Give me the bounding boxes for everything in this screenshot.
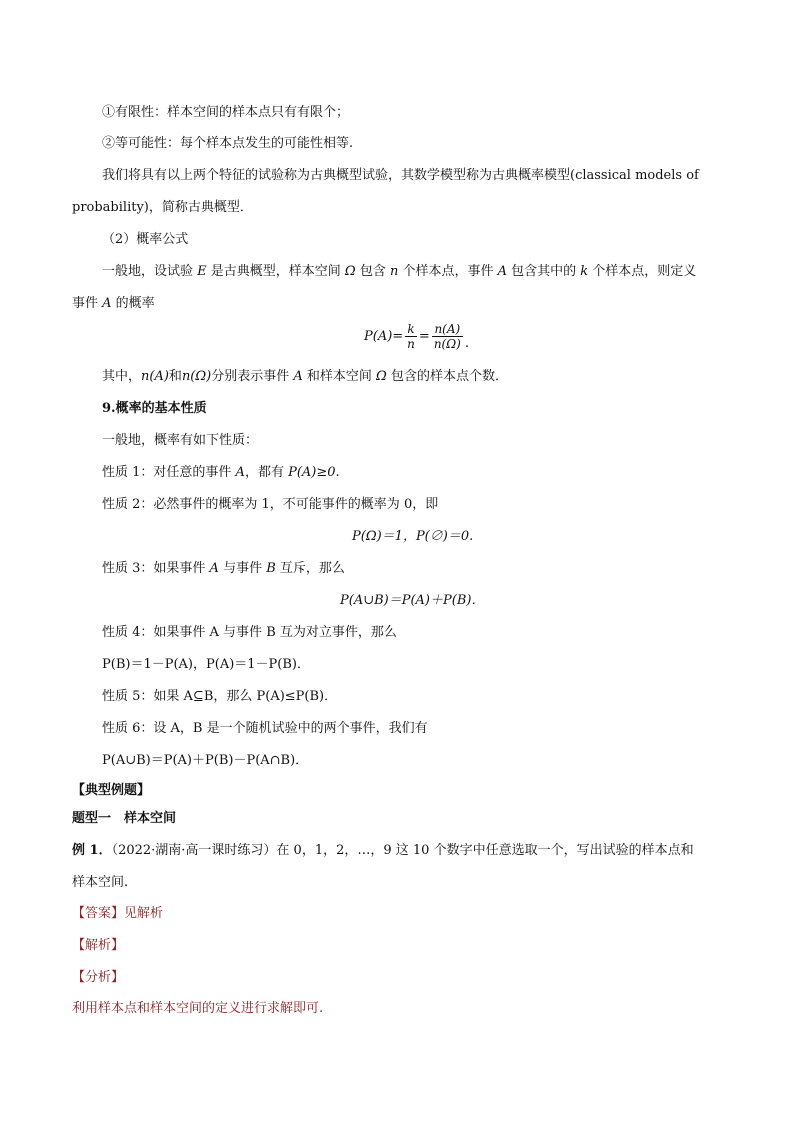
- formula-intro-line2: 事件 A 的概率: [72, 296, 155, 311]
- heading-basic-properties: 9.概率的基本性质: [102, 401, 207, 416]
- classical-model-definition-line1: 我们将具有以上两个特征的试验称为古典概型试验，其数学模型称为古典概率模型(classical models of: [102, 168, 699, 183]
- property-2: 性质 2：必然事件的概率为 1，不可能事件的概率为 0，即: [102, 497, 439, 512]
- heading-typical-examples: 【典型例题】: [72, 783, 151, 798]
- answer-label: 【答案】见解析: [72, 906, 164, 921]
- property-finiteness: ①有限性：样本空间的样本点只有有限个；: [102, 105, 350, 120]
- classical-probability-formula: P(A)= $\frac{k}{n}$ = $\frac{n(A)}{n(\Omega)}$ .: [364, 322, 469, 351]
- property-equal-likelihood: ②等可能性：每个样本点发生的可能性相等.: [102, 136, 354, 151]
- example-1-line1: 例 1．（2022·湖南·高一课时练习）在 0，1，2，…，9 这 10 个数字中任意选取一个，写出试验的样本点和: [72, 843, 694, 858]
- analysis-text: 利用样本点和样本空间的定义进行求解即可.: [72, 1001, 324, 1016]
- property-3: 性质 3：如果事件 A 与事件 B 互斥，那么: [102, 561, 345, 576]
- analysis-label: 【分析】: [72, 970, 125, 985]
- property-4-formula: P(B)＝1－P(A)，P(A)＝1－P(B)．: [102, 657, 310, 672]
- formula-explanation: 其中，n(A)和n(Ω)分别表示事件 A 和样本空间 Ω 包含的样本点个数．: [102, 369, 508, 384]
- property-3-formula: P(A∪B)＝P(A)＋P(B)．: [340, 593, 485, 608]
- property-5: 性质 5：如果 A⊆B，那么 P(A)≤P(B)．: [102, 689, 338, 704]
- solution-label: 【解析】: [72, 938, 125, 953]
- property-6-formula: P(A∪B)＝P(A)＋P(B)－P(A∩B)．: [102, 753, 309, 768]
- formula-intro-line1: 一般地，设试验 E 是古典概型，样本空间 Ω 包含 n 个样本点，事件 A 包含其中的 k 个样本点，则定义: [102, 264, 697, 279]
- example-1-line2: 样本空间.: [72, 875, 129, 890]
- heading-type-one: 题型一 样本空间: [72, 811, 177, 826]
- section-probability-formula: （2）概率公式: [102, 232, 189, 247]
- property-4: 性质 4：如果事件 A 与事件 B 互为对立事件，那么: [102, 625, 397, 640]
- property-2-formula: P(Ω)＝1，P(∅)＝0.: [352, 529, 474, 544]
- property-6: 性质 6：设 A，B 是一个随机试验中的两个事件，我们有: [102, 721, 428, 736]
- classical-model-definition-line2: probability)，简称古典概型．: [72, 200, 253, 215]
- property-1: 性质 1：对任意的事件 A，都有 P(A)≥0.: [102, 465, 340, 480]
- properties-intro: 一般地，概率有如下性质：: [102, 433, 259, 448]
